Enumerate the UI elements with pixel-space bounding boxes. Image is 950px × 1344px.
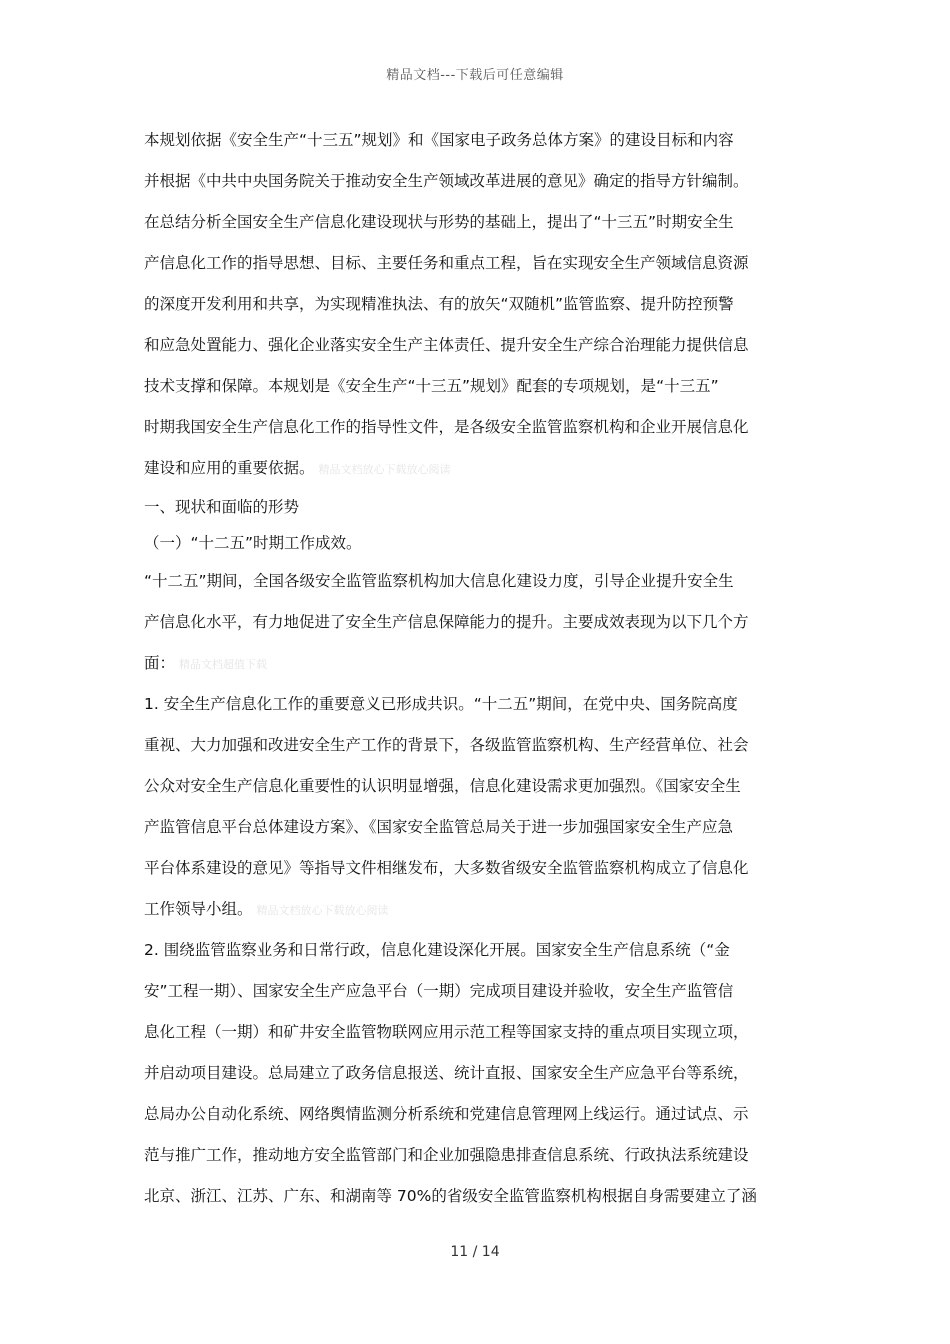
- text-line: 平台体系建设的意见》等指导文件相继发布，大多数省级安全监管监察机构成立了信息化: [144, 859, 749, 877]
- section-heading: 一、现状和面临的形势: [144, 498, 300, 516]
- watermark-text: 精品文档放心下载放心阅读: [318, 463, 451, 476]
- page-number: 11 / 14: [450, 1244, 500, 1260]
- item-1-paragraph: [144, 684, 810, 930]
- text-line: 和应急处置能力、强化企业落实安全生产主体责任、提升安全生产综合治理能力提供信息: [144, 336, 749, 354]
- text-line: 并启动项目建设。总局建立了政务信息报送、统计直报、国家安全生产应急平台等系统，: [144, 1064, 749, 1082]
- text-segment: 面：: [144, 654, 176, 672]
- text-line: 时期我国安全生产信息化工作的指导性文件，是各级安全监管监察机构和企业开展信息化: [144, 418, 749, 436]
- subsection-heading: （一）“十二五”时期工作成效。: [144, 534, 362, 552]
- text-line: [144, 448, 810, 489]
- item-2-paragraph: [144, 930, 810, 1217]
- text-line: 公众对安全生产信息化重要性的认识明显增强，信息化建设需求更加强烈。《国家安全生: [144, 777, 741, 795]
- text-line: 安”工程一期）、国家安全生产应急平台（一期）完成项目建设并验收，安全生产监管信: [144, 982, 734, 1000]
- text-segment: 工作领导小组。: [144, 900, 253, 918]
- text-line: 本规划依据《安全生产“十三五”规划》和《国家电子政务总体方案》的建设目标和内容: [144, 131, 734, 149]
- text-line: 总局办公自动化系统、网络舆情监测分析系统和党建信息管理网上线运行。通过试点、示: [144, 1105, 749, 1123]
- text-line: 产信息化工作的指导思想、目标、主要任务和重点工程，旨在实现安全生产领域信息资源: [144, 254, 749, 272]
- text-line: [144, 643, 810, 684]
- text-segment: 建设和应用的重要依据。: [144, 459, 315, 477]
- document-body: [144, 120, 810, 1217]
- text-line: [144, 889, 810, 930]
- text-line: 范与推广工作，推动地方安全监管部门和企业加强隐患排查信息系统、行政执法系统建设: [144, 1146, 749, 1164]
- text-line: 的深度开发利用和共享，为实现精准执法、有的放矢“双随机”监管监察、提升防控预警: [144, 295, 734, 313]
- text-line: 重视、大力加强和改进安全生产工作的背景下，各级监管监察机构、生产经营单位、社会: [144, 736, 749, 754]
- text-line: 产监管信息平台总体建设方案》、《国家安全监管总局关于进一步加强国家安全生产应急: [144, 818, 734, 836]
- intro-paragraph: [144, 120, 810, 489]
- page-header: 精品文档---下载后可任意编辑: [386, 68, 564, 83]
- text-line: 并根据《中共中央国务院关于推动安全生产领域改革进展的意见》确定的指导方针编制。: [144, 172, 749, 190]
- text-line: 产信息化水平，有力地促进了安全生产信息保障能力的提升。主要成效表现为以下几个方: [144, 613, 749, 631]
- text-line: “十二五”期间，全国各级安全监管监察机构加大信息化建设力度，引导企业提升安全生: [144, 572, 734, 590]
- watermark-text: 精品文档放心下载放心阅读: [256, 904, 389, 917]
- text-line: 2. 围绕监管监察业务和日常行政，信息化建设深化开展。国家安全生产信息系统（“金: [144, 941, 730, 959]
- text-line: 北京、浙江、江苏、广东、和湖南等 70%的省级安全监管监察机构根据自身需要建立了涵: [144, 1187, 757, 1205]
- text-line: 在总结分析全国安全生产信息化建设现状与形势的基础上，提出了“十三五”时期安全生: [144, 213, 734, 231]
- text-line: 息化工程（一期）和矿井安全监管物联网应用示范工程等国家支持的重点项目实现立项，: [144, 1023, 749, 1041]
- text-line: 技术支撑和保障。本规划是《安全生产“十三五”规划》配套的专项规划，是“十三五”: [144, 377, 719, 395]
- achievements-paragraph: [144, 561, 810, 684]
- watermark-text: 精品文档超值下载: [179, 658, 268, 671]
- text-line: 1. 安全生产信息化工作的重要意义已形成共识。“十二五”期间，在党中央、国务院高度: [144, 695, 738, 713]
